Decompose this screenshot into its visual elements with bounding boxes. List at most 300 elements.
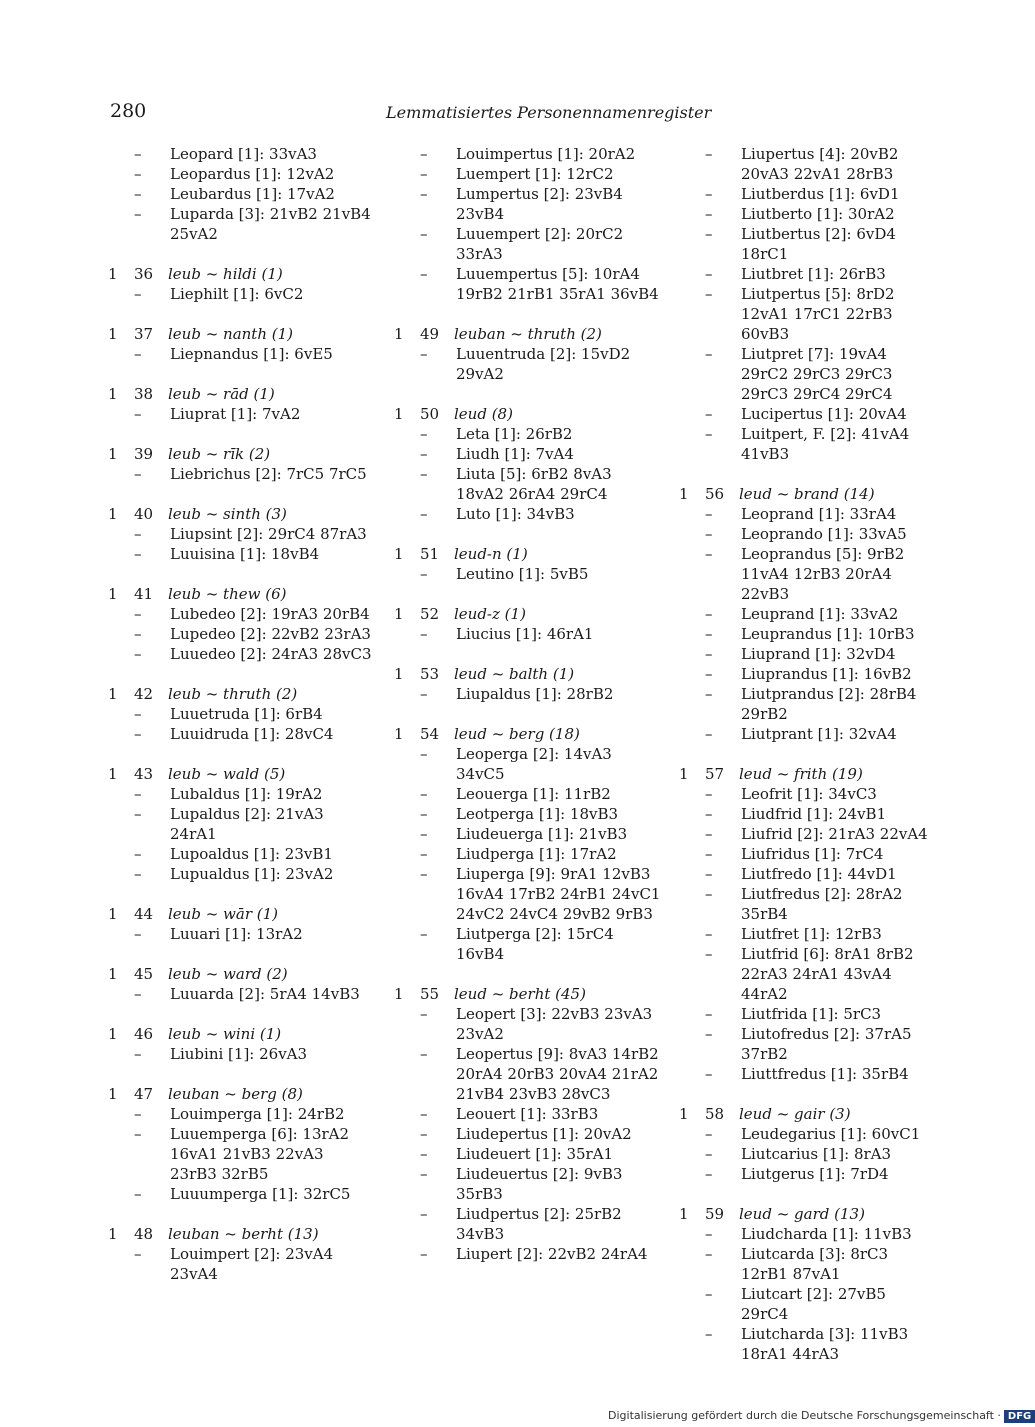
lemma-number: 47 [134, 1085, 154, 1103]
name-entry [108, 284, 373, 304]
entry-dash: – [134, 165, 142, 183]
lemma-name: leud ~ gard (13) [739, 1205, 865, 1223]
entry-text: Luuarda [2]: 5rA4 14vB3 [170, 985, 360, 1003]
lemma-level: 1 [394, 605, 404, 623]
entry-text: Liepnandus [1]: 6vE5 [170, 345, 333, 363]
entry-dash: – [420, 825, 428, 843]
entry-dash: – [420, 805, 428, 823]
entry-text: Liufridus [1]: 7rC4 [741, 845, 884, 863]
lemma-heading [679, 764, 929, 784]
lemma-number: 52 [420, 605, 440, 623]
lemma-number: 37 [134, 325, 154, 343]
lemma-block [394, 984, 664, 1264]
name-entry [679, 864, 929, 884]
name-entry [679, 544, 929, 604]
funding-footer [608, 1409, 1035, 1423]
entry-text: Liupertus [4]: 20vB2 20vA3 22vA1 28rB3 [741, 145, 899, 183]
lemma-name: leud ~ berht (45) [454, 985, 586, 1003]
index-column-2 [394, 144, 664, 1264]
entry-dash: – [134, 625, 142, 643]
lemma-level: 1 [679, 485, 689, 503]
entry-text: Leopertus [9]: 8vA3 14rB2 20rA4 20rB3 20vA4 21rA2 21vB4 23vB3 28vC3 [456, 1045, 659, 1103]
running-title: Lemmatisiertes Personennamenregister [386, 103, 712, 122]
lemma-number: 48 [134, 1225, 154, 1243]
lemma-heading [394, 404, 664, 424]
name-entry [394, 144, 664, 164]
entry-text: Leouerga [1]: 11rB2 [456, 785, 611, 803]
entry-text: Liutcharda [3]: 11vB3 18rA1 44rA3 [741, 1325, 909, 1363]
lemma-name: leub ~ ward (2) [168, 965, 288, 983]
lemma-heading [108, 964, 373, 984]
lemma-number: 45 [134, 965, 154, 983]
entry-dash: – [705, 345, 713, 363]
lemma-heading [108, 684, 373, 704]
lemma-level: 1 [108, 585, 118, 603]
entry-dash: – [420, 865, 428, 883]
lemma-block [108, 1224, 373, 1284]
entry-dash: – [705, 625, 713, 643]
lemma-name: leub ~ wini (1) [168, 1025, 282, 1043]
name-entry [394, 464, 664, 504]
lemma-name: leub ~ nanth (1) [168, 325, 294, 343]
entry-text: Luempert [1]: 12rC2 [456, 165, 614, 183]
entry-text: Lumpertus [2]: 23vB4 23vB4 [456, 185, 623, 223]
name-entry [679, 944, 929, 1004]
lemma-name: leub ~ hildi (1) [168, 265, 283, 283]
lemma-name: leub ~ sinth (3) [168, 505, 287, 523]
entry-dash: – [705, 145, 713, 163]
entry-dash: – [134, 925, 142, 943]
name-entry [394, 344, 664, 384]
entry-dash: – [705, 925, 713, 943]
lemma-heading [108, 904, 373, 924]
name-entry [679, 824, 929, 844]
entry-dash: – [134, 285, 142, 303]
entry-dash: – [705, 785, 713, 803]
lemma-heading [108, 1224, 373, 1244]
entry-text: Luuidruda [1]: 28vC4 [170, 725, 334, 743]
name-entry [394, 1204, 664, 1244]
entry-dash: – [134, 525, 142, 543]
entry-dash: – [420, 1105, 428, 1123]
lemma-block [108, 584, 373, 664]
name-entry [108, 1184, 373, 1204]
entry-text: Luuentruda [2]: 15vD2 29vA2 [456, 345, 631, 383]
name-entry [679, 924, 929, 944]
entry-text: Leopard [1]: 33vA3 [170, 145, 317, 163]
name-entry [108, 1124, 373, 1184]
name-entry [679, 184, 929, 204]
entry-text: Liuprand [1]: 32vD4 [741, 645, 896, 663]
entry-dash: – [705, 425, 713, 443]
entry-text: Liudh [1]: 7vA4 [456, 445, 574, 463]
entry-text: Liephilt [1]: 6vC2 [170, 285, 304, 303]
name-entry [679, 784, 929, 804]
lemma-number: 42 [134, 685, 154, 703]
name-entry [679, 1244, 929, 1284]
name-entry [679, 1284, 929, 1324]
entry-dash: – [134, 605, 142, 623]
lemma-level: 1 [679, 765, 689, 783]
lemma-block [394, 664, 664, 704]
entry-dash: – [705, 1285, 713, 1303]
lemma-name: leud ~ frith (19) [739, 765, 863, 783]
lemma-block [108, 504, 373, 564]
entry-dash: – [420, 925, 428, 943]
name-entry [679, 1004, 929, 1024]
name-entry [394, 1144, 664, 1164]
name-entry [108, 804, 373, 844]
entry-text: Luuempertus [5]: 10rA4 19rB2 21rB1 35rA1 36vB4 [456, 265, 659, 303]
lemma-number: 43 [134, 765, 154, 783]
name-entry [679, 1224, 929, 1244]
lemma-number: 40 [134, 505, 154, 523]
entry-dash: – [705, 1005, 713, 1023]
entry-dash: – [420, 1145, 428, 1163]
lemma-number: 54 [420, 725, 440, 743]
index-column-1 [108, 144, 373, 1284]
entry-dash: – [705, 1225, 713, 1243]
entry-text: Leoprandus [5]: 9rB2 11vA4 12rB3 20rA4 22vB3 [741, 545, 905, 603]
lemma-block [108, 964, 373, 1004]
lemma-name: leud (8) [454, 405, 513, 423]
name-entry [679, 604, 929, 624]
entry-dash: – [420, 1125, 428, 1143]
entry-dash: – [705, 805, 713, 823]
lemma-block [108, 1024, 373, 1064]
name-entry [394, 864, 664, 924]
name-entry [394, 564, 664, 584]
name-entry [679, 1164, 929, 1184]
lemma-block [394, 144, 664, 304]
entry-text: Leuprandus [1]: 10rB3 [741, 625, 915, 643]
entry-dash: – [705, 825, 713, 843]
lemma-level: 1 [108, 1025, 118, 1043]
entry-text: Liupert [2]: 22vB2 24rA4 [456, 1245, 648, 1263]
lemma-block [108, 764, 373, 884]
name-entry [679, 144, 929, 184]
name-entry [679, 644, 929, 664]
entry-text: Liuttfredus [1]: 35rB4 [741, 1065, 909, 1083]
entry-text: Luuari [1]: 13rA2 [170, 925, 303, 943]
name-entry [679, 624, 929, 644]
entry-text: Liudepertus [1]: 20vA2 [456, 1125, 632, 1143]
entry-text: Liutprandus [2]: 28rB4 29rB2 [741, 685, 917, 723]
entry-text: Liuta [5]: 6rB2 8vA3 18vA2 26rA4 29rC4 [456, 465, 612, 503]
lemma-level: 1 [394, 725, 404, 743]
entry-text: Leuprand [1]: 33vA2 [741, 605, 899, 623]
lemma-heading [679, 484, 929, 504]
lemma-level: 1 [108, 445, 118, 463]
lemma-level: 1 [108, 685, 118, 703]
entry-text: Liuperga [9]: 9rA1 12vB3 16vA4 17rB2 24rB1 24vC1 24vC2 24vC4 29vB2 9rB3 [456, 865, 661, 923]
entry-dash: – [705, 505, 713, 523]
lemma-heading [108, 504, 373, 524]
name-entry [679, 504, 929, 524]
name-entry [679, 884, 929, 924]
name-entry [394, 424, 664, 444]
name-entry [108, 864, 373, 884]
name-entry [108, 624, 373, 644]
name-entry [394, 504, 664, 524]
entry-text: Luuetruda [1]: 6rB4 [170, 705, 323, 723]
lemma-name: leub ~ thew (6) [168, 585, 287, 603]
entry-text: Liudperga [1]: 17rA2 [456, 845, 617, 863]
lemma-name: leuban ~ berg (8) [168, 1085, 303, 1103]
entry-text: Liucius [1]: 46rA1 [456, 625, 594, 643]
name-entry [394, 1164, 664, 1204]
footer-text: Digitalisierung gefördert durch die Deutsche Forschungsgemeinschaft · [608, 1409, 1001, 1422]
entry-text: Luparda [3]: 21vB2 21vB4 25vA2 [170, 205, 371, 243]
lemma-block [108, 904, 373, 944]
name-entry [108, 704, 373, 724]
entry-dash: – [705, 1325, 713, 1343]
lemma-number: 59 [705, 1205, 725, 1223]
entry-text: Liutprant [1]: 32vA4 [741, 725, 897, 743]
entry-dash: – [134, 1105, 142, 1123]
entry-dash: – [705, 845, 713, 863]
lemma-name: leub ~ thruth (2) [168, 685, 298, 703]
dfg-logo: DFG [1004, 1410, 1035, 1423]
lemma-block [394, 604, 664, 644]
entry-text: Luuemperga [6]: 13rA2 16vA1 21vB3 22vA3 23rB3 32rB5 [170, 1125, 350, 1183]
entry-dash: – [420, 745, 428, 763]
lemma-block [679, 144, 929, 464]
entry-text: Leta [1]: 26rB2 [456, 425, 573, 443]
lemma-number: 49 [420, 325, 440, 343]
entry-dash: – [420, 505, 428, 523]
index-column-3 [679, 144, 929, 1364]
entry-text: Lubaldus [1]: 19rA2 [170, 785, 323, 803]
entry-dash: – [705, 405, 713, 423]
lemma-block [679, 1104, 929, 1184]
entry-dash: – [134, 785, 142, 803]
name-entry [679, 664, 929, 684]
name-entry [679, 204, 929, 224]
lemma-number: 55 [420, 985, 440, 1003]
entry-dash: – [134, 185, 142, 203]
name-entry [108, 544, 373, 564]
name-entry [679, 524, 929, 544]
page-header [0, 100, 1000, 130]
entry-dash: – [705, 725, 713, 743]
entry-text: Liudeuerga [1]: 21vB3 [456, 825, 628, 843]
lemma-number: 46 [134, 1025, 154, 1043]
entry-text: Liutfredus [2]: 28rA2 35rB4 [741, 885, 903, 923]
entry-text: Luitpert, F. [2]: 41vA4 41vB3 [741, 425, 910, 463]
entry-dash: – [134, 705, 142, 723]
entry-dash: – [705, 185, 713, 203]
entry-dash: – [705, 525, 713, 543]
name-entry [679, 424, 929, 464]
lemma-heading [108, 1084, 373, 1104]
lemma-number: 53 [420, 665, 440, 683]
lemma-name: leud ~ brand (14) [739, 485, 875, 503]
entry-text: Leofrit [1]: 34vC3 [741, 785, 877, 803]
lemma-block [108, 144, 373, 244]
entry-dash: – [705, 285, 713, 303]
lemma-heading [679, 1204, 929, 1224]
entry-text: Lupoaldus [1]: 23vB1 [170, 845, 333, 863]
lemma-name: leud-z (1) [454, 605, 526, 623]
name-entry [679, 1064, 929, 1084]
entry-text: Lupualdus [1]: 23vA2 [170, 865, 334, 883]
entry-dash: – [134, 1045, 142, 1063]
name-entry [108, 784, 373, 804]
entry-text: Leutino [1]: 5vB5 [456, 565, 589, 583]
lemma-block [679, 764, 929, 1084]
name-entry [108, 844, 373, 864]
entry-text: Liubini [1]: 26vA3 [170, 1045, 308, 1063]
entry-text: Luuempert [2]: 20rC2 33rA3 [456, 225, 624, 263]
entry-text: Lubedeo [2]: 19rA3 20rB4 [170, 605, 370, 623]
lemma-level: 1 [108, 1085, 118, 1103]
entry-text: Liutberdus [1]: 6vD1 [741, 185, 900, 203]
entry-dash: – [705, 645, 713, 663]
name-entry [679, 344, 929, 404]
name-entry [108, 184, 373, 204]
lemma-level: 1 [108, 965, 118, 983]
lemma-block [394, 724, 664, 964]
entry-dash: – [705, 865, 713, 883]
lemma-name: leud ~ gair (3) [739, 1105, 851, 1123]
name-entry [394, 444, 664, 464]
lemma-level: 1 [394, 325, 404, 343]
entry-dash: – [420, 165, 428, 183]
entry-dash: – [705, 685, 713, 703]
entry-dash: – [134, 465, 142, 483]
entry-text: Leudegarius [1]: 60vC1 [741, 1125, 921, 1143]
lemma-heading [679, 1104, 929, 1124]
entry-dash: – [134, 545, 142, 563]
entry-dash: – [420, 145, 428, 163]
entry-text: Leopardus [1]: 12vA2 [170, 165, 335, 183]
lemma-number: 41 [134, 585, 154, 603]
entry-text: Liupaldus [1]: 28rB2 [456, 685, 614, 703]
entry-dash: – [705, 1245, 713, 1263]
entry-text: Liutfrid [6]: 8rA1 8rB2 22rA3 24rA1 43vA4 44rA2 [741, 945, 914, 1003]
entry-dash: – [420, 1045, 428, 1063]
entry-text: Liutpertus [5]: 8rD2 12vA1 17rC1 22rB3 60vB3 [741, 285, 895, 343]
name-entry [394, 844, 664, 864]
lemma-block [108, 684, 373, 744]
entry-text: Leoprando [1]: 33vA5 [741, 525, 907, 543]
entry-text: Leopert [3]: 22vB3 23vA3 23vA2 [456, 1005, 653, 1043]
entry-dash: – [705, 1165, 713, 1183]
entry-dash: – [420, 225, 428, 243]
lemma-heading [394, 604, 664, 624]
lemma-name: leub ~ wald (5) [168, 765, 286, 783]
lemma-heading [394, 724, 664, 744]
lemma-name: leub ~ wār (1) [168, 905, 279, 923]
lemma-heading [394, 664, 664, 684]
lemma-block [679, 1204, 929, 1364]
name-entry [679, 284, 929, 344]
lemma-level: 1 [108, 765, 118, 783]
entry-text: Louimperga [1]: 24rB2 [170, 1105, 345, 1123]
name-entry [679, 264, 929, 284]
lemma-heading [108, 324, 373, 344]
entry-dash: – [134, 985, 142, 1003]
name-entry [394, 1104, 664, 1124]
lemma-block [394, 404, 664, 524]
lemma-number: 38 [134, 385, 154, 403]
entry-dash: – [134, 645, 142, 663]
lemma-level: 1 [108, 505, 118, 523]
entry-text: Liudpertus [2]: 25rB2 34vB3 [456, 1205, 622, 1243]
name-entry [679, 724, 929, 744]
lemma-heading [108, 444, 373, 464]
name-entry [679, 1144, 929, 1164]
entry-text: Leubardus [1]: 17vA2 [170, 185, 335, 203]
entry-text: Liutbret [1]: 26rB3 [741, 265, 886, 283]
lemma-number: 56 [705, 485, 725, 503]
entry-text: Leouert [1]: 33rB3 [456, 1105, 599, 1123]
lemma-block [108, 1084, 373, 1204]
entry-text: Liutperga [2]: 15rC4 16vB4 [456, 925, 614, 963]
entry-text: Liudeuertus [2]: 9vB3 35rB3 [456, 1165, 623, 1203]
name-entry [394, 224, 664, 264]
entry-text: Liebrichus [2]: 7rC5 7rC5 [170, 465, 367, 483]
name-entry [108, 524, 373, 544]
entry-dash: – [420, 785, 428, 803]
name-entry [679, 684, 929, 724]
name-entry [394, 1044, 664, 1104]
entry-dash: – [420, 1205, 428, 1223]
lemma-name: leub ~ rād (1) [168, 385, 275, 403]
name-entry [394, 924, 664, 964]
entry-dash: – [705, 945, 713, 963]
entry-dash: – [134, 405, 142, 423]
entry-text: Liufrid [2]: 21rA3 22vA4 [741, 825, 928, 843]
lemma-level: 1 [679, 1105, 689, 1123]
entry-dash: – [705, 1125, 713, 1143]
name-entry [679, 844, 929, 864]
entry-dash: – [705, 205, 713, 223]
name-entry [679, 224, 929, 264]
page-number: 280 [110, 100, 147, 122]
name-entry [108, 464, 373, 484]
name-entry [394, 1244, 664, 1264]
entry-text: Liutcarda [3]: 8rC3 12rB1 87vA1 [741, 1245, 889, 1283]
lemma-level: 1 [108, 1225, 118, 1243]
entry-dash: – [705, 225, 713, 243]
name-entry [394, 744, 664, 784]
name-entry [394, 684, 664, 704]
entry-text: Liudfrid [1]: 24vB1 [741, 805, 887, 823]
lemma-number: 58 [705, 1105, 725, 1123]
entry-text: Liutgerus [1]: 7rD4 [741, 1165, 889, 1183]
entry-dash: – [705, 1065, 713, 1083]
lemma-number: 39 [134, 445, 154, 463]
lemma-block [108, 444, 373, 484]
name-entry [394, 1124, 664, 1144]
lemma-number: 36 [134, 265, 154, 283]
entry-dash: – [134, 1245, 142, 1263]
entry-text: Liutfrida [1]: 5rC3 [741, 1005, 882, 1023]
lemma-heading [394, 324, 664, 344]
lemma-level: 1 [394, 985, 404, 1003]
lemma-block [394, 544, 664, 584]
lemma-level: 1 [394, 665, 404, 683]
lemma-block [394, 324, 664, 384]
lemma-level: 1 [108, 385, 118, 403]
lemma-heading [394, 984, 664, 1004]
entry-text: Luto [1]: 34vB3 [456, 505, 575, 523]
name-entry [394, 804, 664, 824]
entry-dash: – [134, 805, 142, 823]
entry-text: Luuumperga [1]: 32rC5 [170, 1185, 351, 1203]
